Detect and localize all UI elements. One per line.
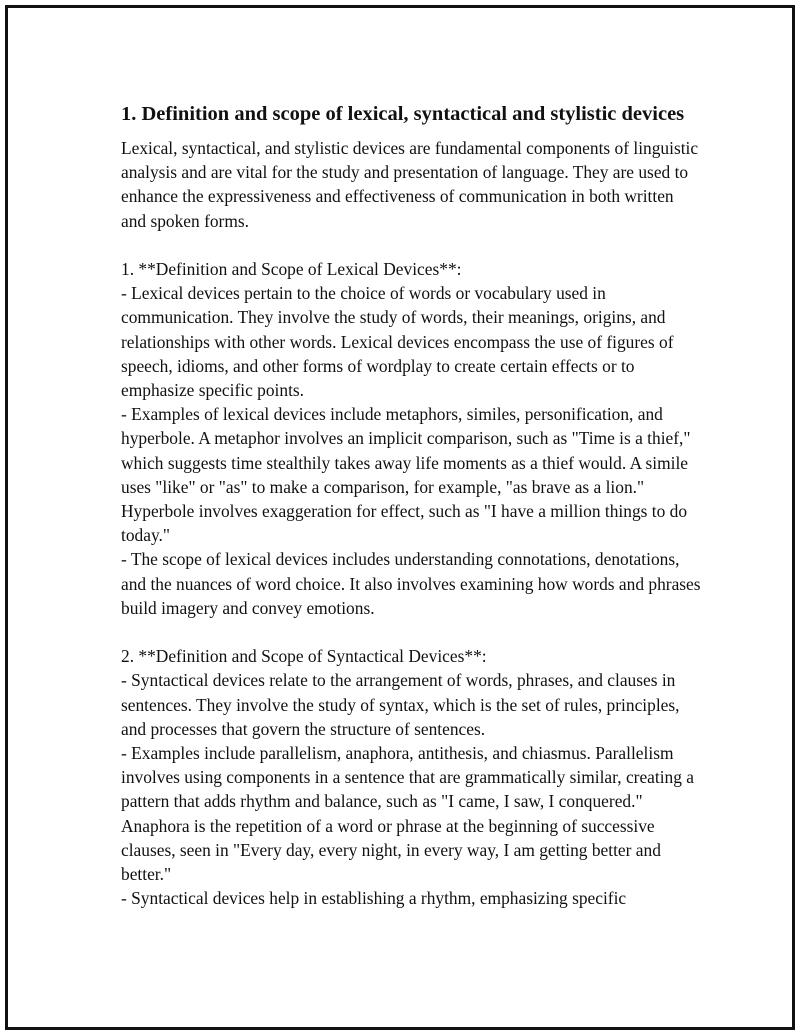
document-title: 1. Definition and scope of lexical, syntactical and stylistic devices <box>121 103 685 125</box>
section-heading: 1. **Definition and Scope of Lexical Devices**: <box>121 259 462 279</box>
section-heading: 2. **Definition and Scope of Syntactical Devices**: <box>121 646 487 667</box>
section-lexical <box>121 257 701 620</box>
document-body <box>121 101 701 910</box>
section-bullet: - The scope of lexical devices includes understanding connotations, denotations, and the nuances of word choice. It also involves examining how words and phrases build imagery and convey emotions. <box>121 549 701 618</box>
paragraph-gap <box>121 620 701 644</box>
section-bullet: - Lexical devices pertain to the choice of words or vocabulary used in communication. They involve the study of words, their meanings, origins, and relationships with other words. Lexical devices encompass the use of figures of speech, idioms, and other forms of wordplay to create certain effects or to emphasize specific points. <box>121 283 674 401</box>
section-syntactical <box>121 644 701 910</box>
section-bullet: - Syntactical devices relate to the arrangement of words, phrases, and clauses in sentences. They involve the study of syntax, which is the set of rules, principles, and processes that govern the structure of sentences. <box>121 670 680 739</box>
section-bullet: - Examples include parallelism, anaphora, antithesis, and chiasmus. Parallelism involves using components in a sentence that are grammatically similar, creating a pattern that adds rhythm and balance, such as "I came, I saw, I conquered." Anaphora is the repetition of a word or phrase at the beginning of successive clauses, seen in "Every day, every night, in every way, I am getting better and better." <box>121 743 695 885</box>
paragraph-gap <box>121 233 701 257</box>
section-bullet: - Examples of lexical devices include metaphors, similes, personification, and hyperbole. A metaphor involves an implicit comparison, such as "Time is a thief," which suggests time stealthily takes away life moments as a thief would. A simile uses "like" or "as" to make a comparison, for example, "as brave as a lion." Hyperbole involves exaggeration for effect, such as "I have a million things to do today." <box>121 404 691 546</box>
section-bullet: - Syntactical devices help in establishing a rhythm, emphasizing specific <box>121 888 627 909</box>
page-frame <box>5 5 795 1030</box>
intro-paragraph: Lexical, syntactical, and stylistic devices are fundamental components of linguistic analysis and are vital for the study and presentation of language. They are used to enhance the expressiveness and effectiveness of communication in both written and spoken forms. <box>121 138 699 231</box>
